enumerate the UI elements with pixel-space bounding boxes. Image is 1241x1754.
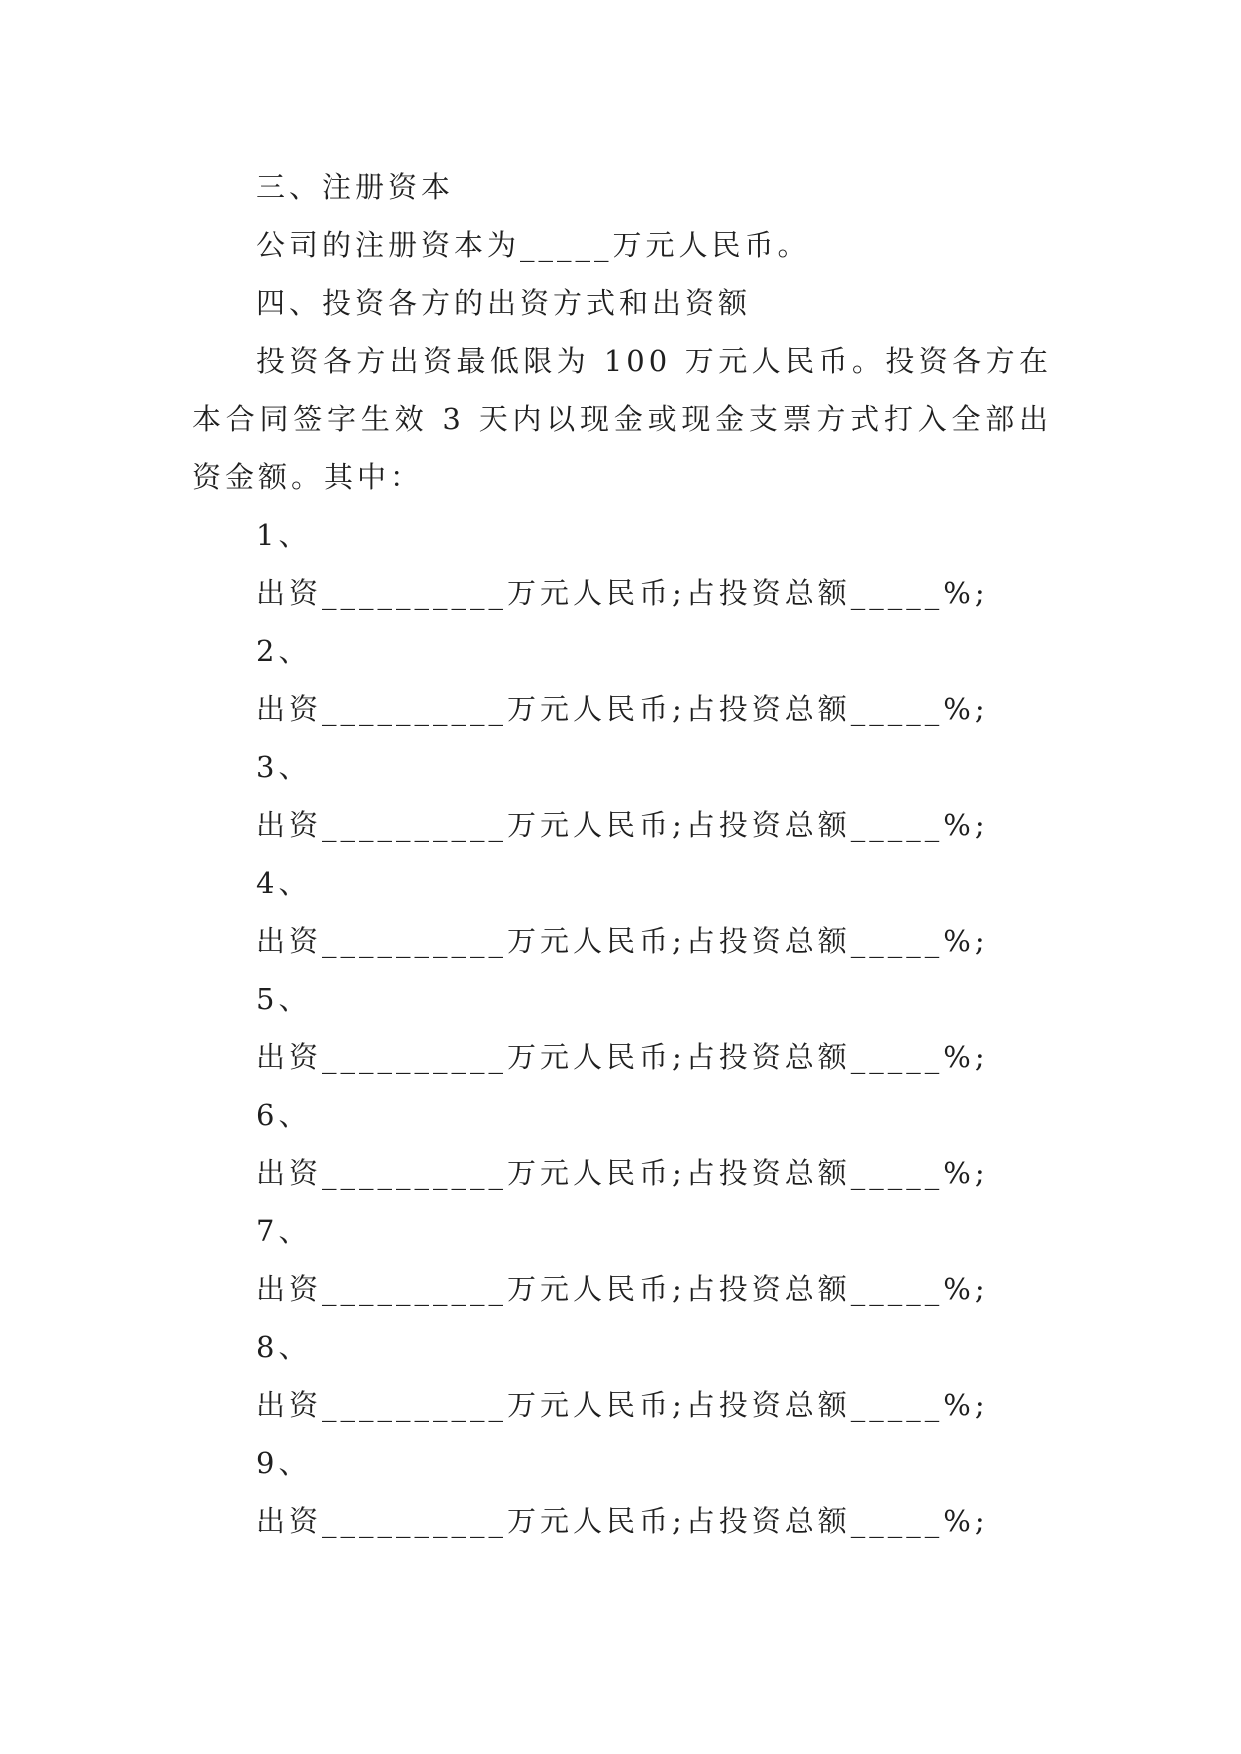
investor-line: 出资__________万元人民币;占投资总额_____%; bbox=[256, 808, 989, 842]
investor-number: 8、 bbox=[256, 1330, 312, 1364]
document-body bbox=[192, 158, 1052, 1550]
investor-number: 2、 bbox=[256, 634, 312, 668]
investor-line: 出资__________万元人民币;占投资总额_____%; bbox=[256, 1040, 989, 1074]
investor-line: 出资__________万元人民币;占投资总额_____%; bbox=[256, 1388, 989, 1422]
investor-number: 3、 bbox=[256, 750, 312, 784]
section3-heading: 三、注册资本 bbox=[256, 170, 455, 204]
investor-line: 出资__________万元人民币;占投资总额_____%; bbox=[256, 1504, 989, 1538]
investor-line: 出资__________万元人民币;占投资总额_____%; bbox=[256, 1272, 989, 1306]
investor-number: 5、 bbox=[256, 982, 312, 1016]
investor-line: 出资__________万元人民币;占投资总额_____%; bbox=[256, 924, 989, 958]
investor-number: 6、 bbox=[256, 1098, 312, 1132]
investor-line: 出资__________万元人民币;占投资总额_____%; bbox=[256, 1156, 989, 1190]
section4-heading: 四、投资各方的出资方式和出资额 bbox=[256, 286, 752, 320]
investor-line: 出资__________万元人民币;占投资总额_____%; bbox=[256, 576, 989, 610]
section3-text: 公司的注册资本为_____万元人民币。 bbox=[256, 228, 811, 262]
investor-line: 出资__________万元人民币;占投资总额_____%; bbox=[256, 692, 989, 726]
section4-paragraph: 投资各方出资最低限为 100 万元人民币。投资各方在本合同签字生效 3 天内以现金或现金支票方式打入全部出资金额。其中： bbox=[192, 344, 1052, 494]
investor-number: 7、 bbox=[256, 1214, 312, 1248]
investor-number: 4、 bbox=[256, 866, 312, 900]
investor-number: 9、 bbox=[256, 1446, 312, 1480]
investor-number: 1、 bbox=[256, 518, 312, 552]
